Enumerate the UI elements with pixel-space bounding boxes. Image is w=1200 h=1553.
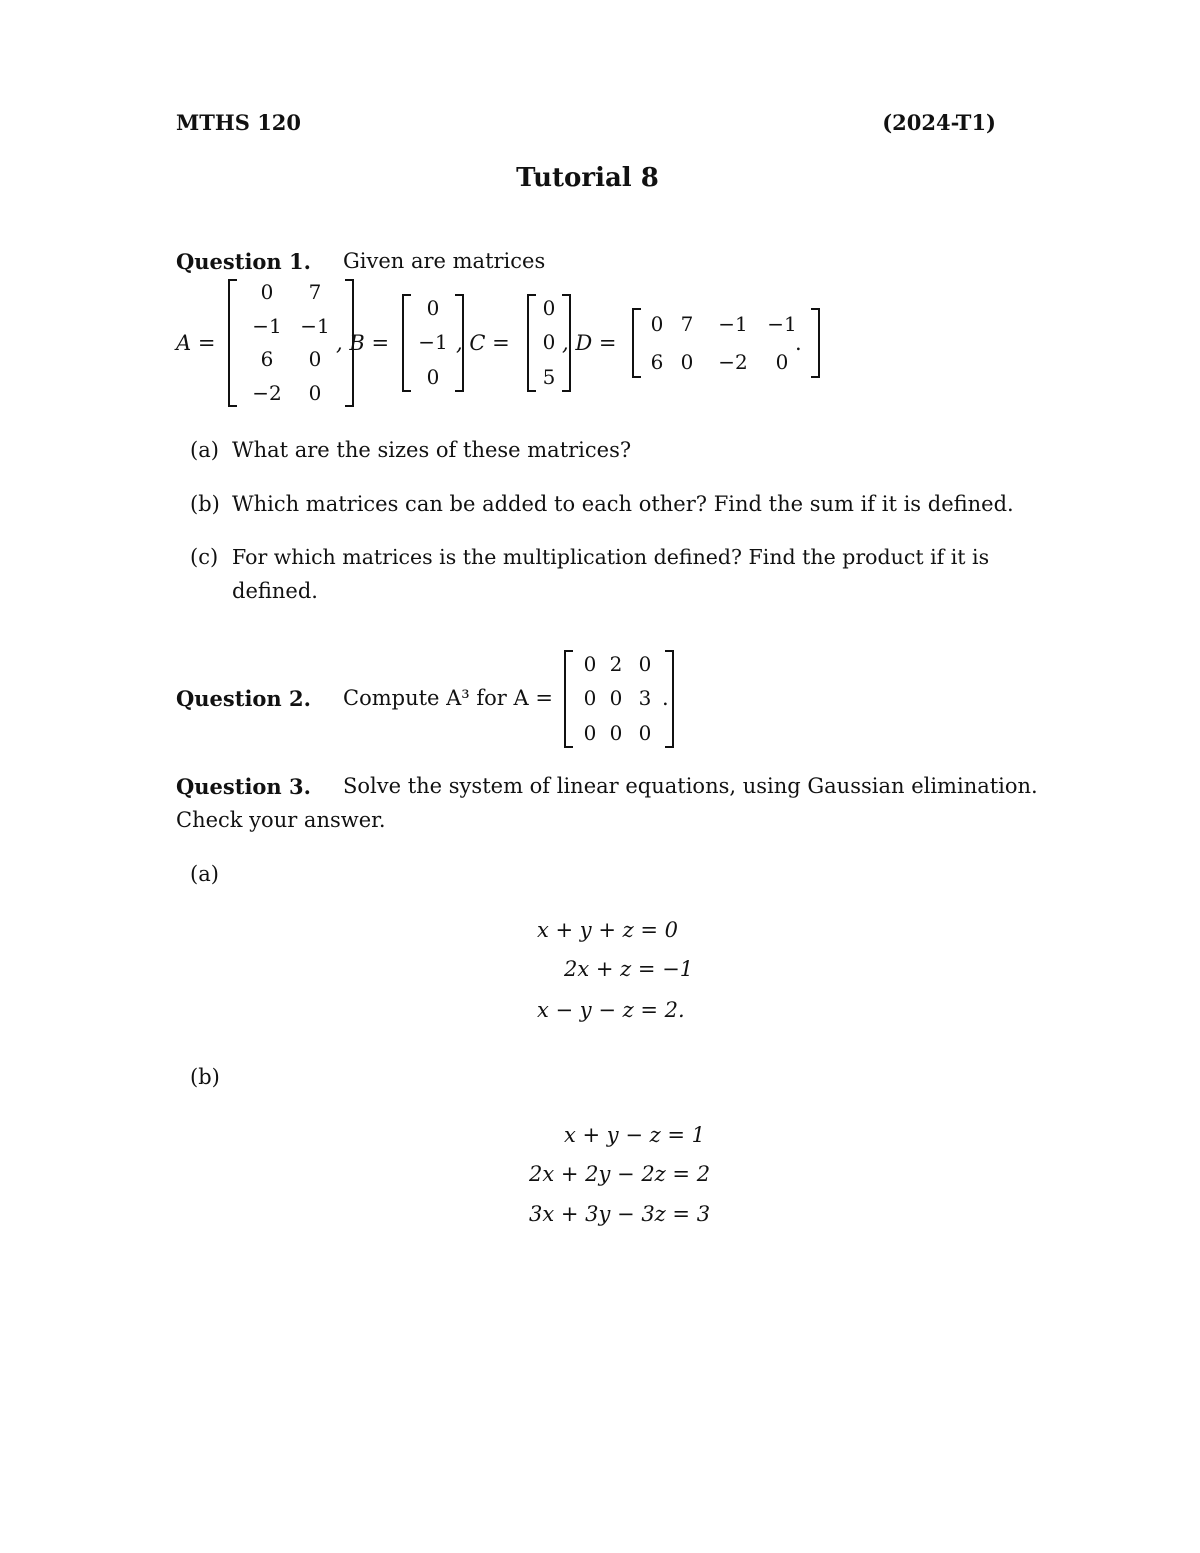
matrix-entry: −2 [718, 349, 748, 374]
matrix-entry: 2 [609, 651, 623, 676]
matrix-entry: 0 [680, 349, 694, 374]
page-title: Tutorial 8 [516, 163, 659, 193]
q1-label: Question 1. [176, 249, 311, 274]
matrix-entry: 0 [426, 295, 440, 320]
matrix-entry: 0 [609, 686, 623, 711]
matrix-entry: −2 [252, 380, 282, 405]
q1-part-a-text: What are the sizes of these matrices? [232, 438, 632, 462]
matrix-entry: −1 [252, 313, 282, 338]
matrix-entry: 0 [542, 295, 556, 320]
matrix-c-label: , C = [456, 331, 510, 355]
matrix-d-label: , D = [562, 331, 617, 355]
matrix-entry: 0 [308, 380, 322, 405]
matrix-entry: 0 [609, 721, 623, 746]
matrix-entry: 6 [650, 349, 664, 374]
matrix-b-label: , B = [336, 331, 390, 355]
matrix-entry: 5 [542, 365, 556, 390]
matrix-b [402, 294, 464, 392]
q1-intro: Given are matrices [343, 249, 546, 273]
q2-text: Compute A³ for A = [343, 686, 553, 710]
term-label: (2024-T1) [882, 110, 996, 135]
matrix-entry: 0 [542, 330, 556, 355]
q3-part-b-tag: (b) [190, 1065, 220, 1089]
matrix-entry: 7 [680, 311, 694, 336]
q1-part-b-text: Which matrices can be added to each other? Find the sum if it is defined. [232, 492, 1014, 516]
matrix-entry: −1 [300, 313, 330, 338]
q3-text: Solve the system of linear equations, using Gaussian elimination. [343, 774, 1038, 798]
matrix-entry: 0 [775, 349, 789, 374]
matrix-entry: 0 [650, 311, 664, 336]
q3b-equation-2: 2x + 2y − 2z = 2 [529, 1162, 711, 1186]
matrix-entry: −1 [418, 330, 448, 355]
q1-part-b-tag: (b) [190, 492, 220, 516]
q3b-equation-3: 3x + 3y − 3z = 3 [529, 1202, 711, 1226]
q3-text-cont: Check your answer. [176, 808, 386, 832]
q2-period: . [662, 686, 669, 710]
q1-part-c-tag: (c) [190, 545, 219, 569]
q3-label: Question 3. [176, 774, 311, 799]
matrix-entry: 0 [638, 721, 652, 746]
matrix-entry: 0 [308, 347, 322, 372]
matrix-entry: 3 [638, 686, 652, 711]
q1-part-c-text-cont: defined. [232, 579, 318, 603]
q1-part-c-text: For which matrices is the multiplication defined? Find the product if it is [232, 545, 990, 569]
matrix-d-period: . [795, 331, 802, 355]
q2-label: Question 2. [176, 686, 311, 711]
q2-matrix [564, 650, 674, 748]
q3a-equation-2: 2x + z = −1 [564, 957, 694, 981]
q3-part-a-tag: (a) [190, 862, 219, 886]
matrix-entry: −1 [718, 311, 748, 336]
matrix-entry: 0 [583, 721, 597, 746]
matrix-entry: 0 [426, 365, 440, 390]
q3a-equation-3: x − y − z = 2. [537, 998, 685, 1022]
q3a-equation-1: x + y + z = 0 [537, 918, 678, 942]
matrix-entry: 0 [638, 651, 652, 676]
course-code: MTHS 120 [176, 110, 302, 135]
matrix-a-label: A = [176, 331, 216, 355]
matrix-entry: 0 [583, 686, 597, 711]
matrix-entry: 0 [260, 280, 274, 305]
matrix-entry: −1 [767, 311, 797, 336]
matrix-entry: 7 [308, 280, 322, 305]
q3b-equation-1: x + y − z = 1 [564, 1123, 705, 1147]
q1-part-a-tag: (a) [190, 438, 219, 462]
matrix-entry: 6 [260, 347, 274, 372]
matrix-entry: 0 [583, 651, 597, 676]
matrix-d [632, 308, 820, 378]
